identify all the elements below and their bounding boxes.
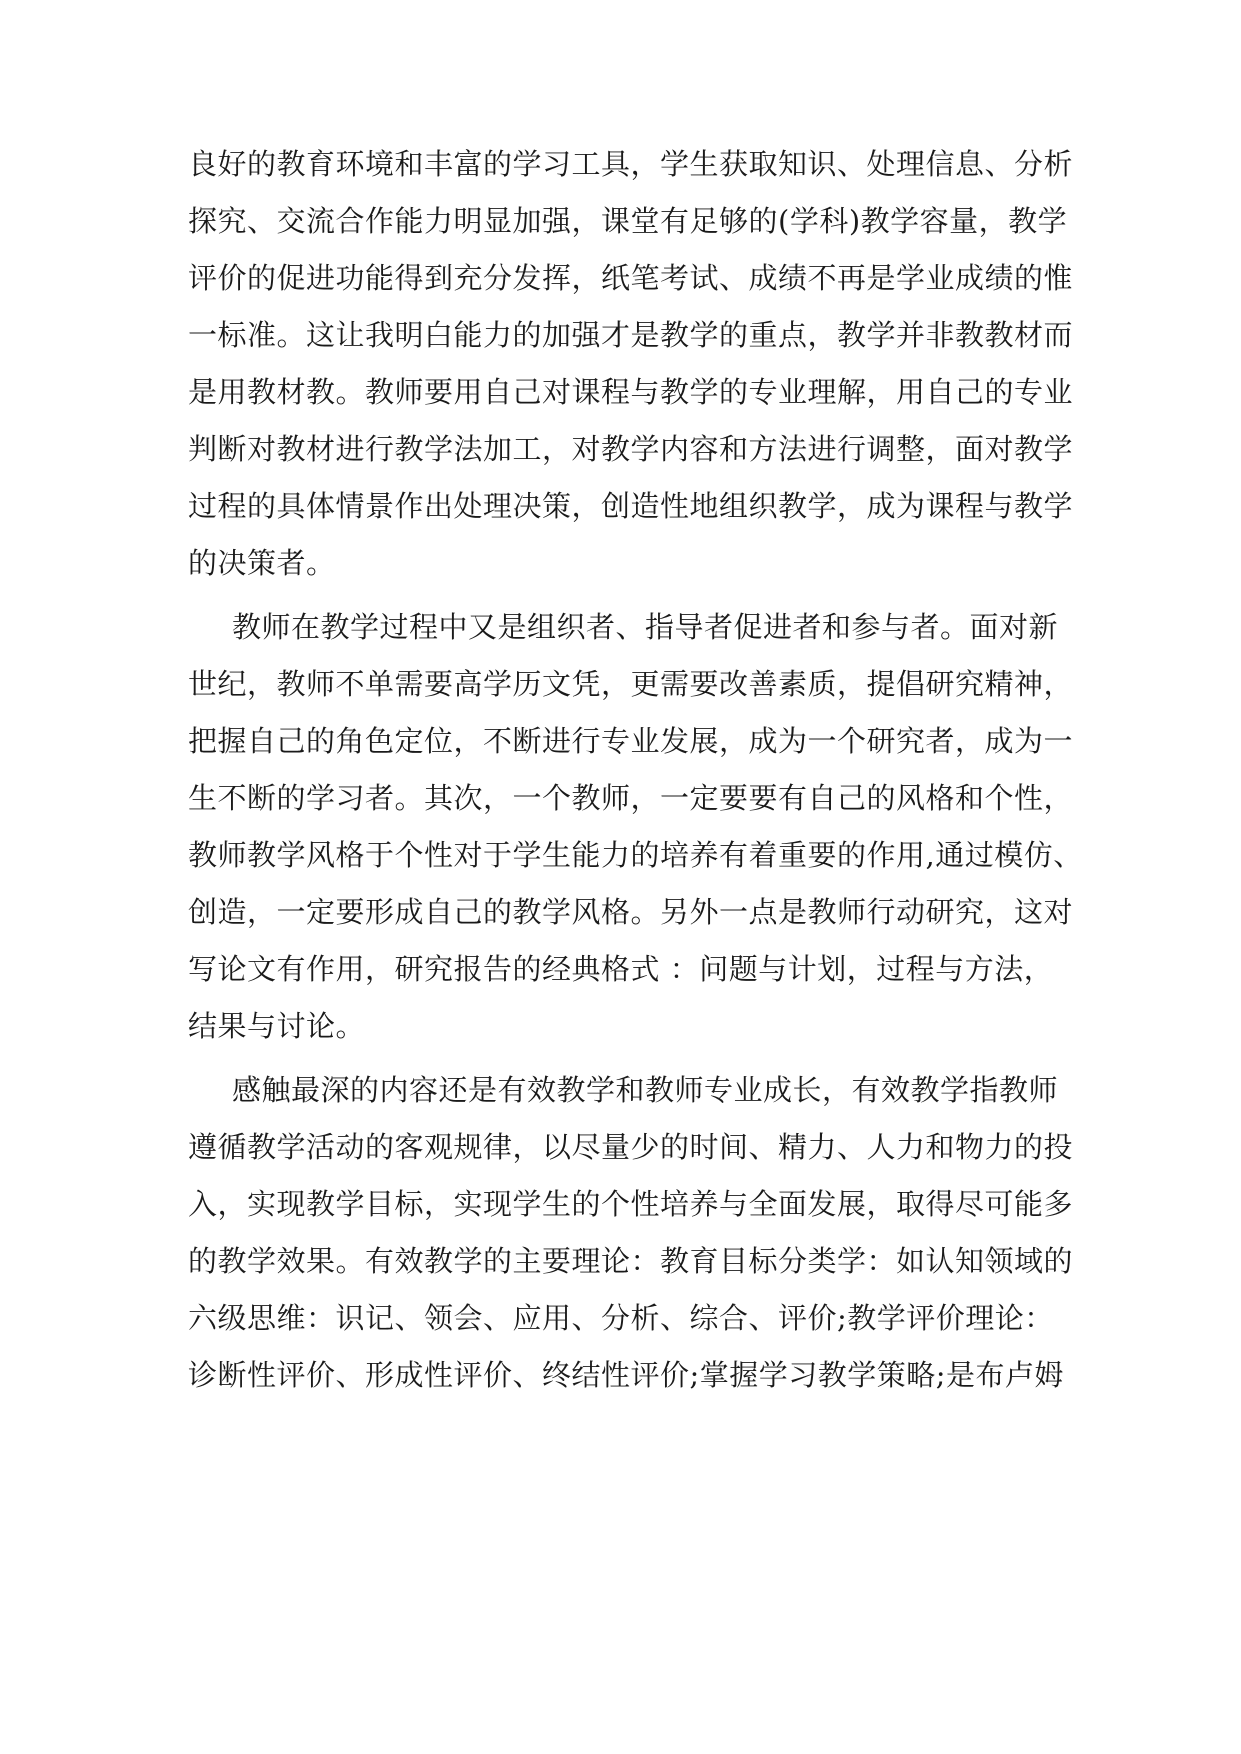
- text-line: 一标准。这让我明白能力的加强才是教学的重点，教学并非教教材而: [188, 318, 1074, 352]
- text-line: 结果与讨论。: [188, 1009, 366, 1043]
- text-line: 入，实现教学目标，实现学生的个性培养与全面发展，取得尽可能多: [188, 1187, 1074, 1221]
- text-line: 探究、交流合作能力明显加强，课堂有足够的(学科)教学容量，教学: [188, 204, 1068, 238]
- text-line: 生不断的学习者。其次，一个教师，一定要要有自己的风格和个性，: [188, 781, 1074, 815]
- text-line: 世纪，教师不单需要高学历文凭，更需要改善素质，提倡研究精神，: [188, 667, 1074, 701]
- text-line: 教师在教学过程中又是组织者、指导者促进者和参与者。面对新: [232, 610, 1059, 644]
- text-line: 良好的教育环境和丰富的学习工具，学生获取知识、处理信息、分析: [188, 147, 1074, 181]
- text-line: 的教学效果。有效教学的主要理论：教育目标分类学：如认知领域的: [188, 1244, 1074, 1278]
- text-line: 的决策者。: [188, 546, 336, 580]
- text-line: 评价的促进功能得到充分发挥，纸笔考试、成绩不再是学业成绩的惟: [188, 261, 1074, 295]
- text-line: 过程的具体情景作出处理决策，创造性地组织教学，成为课程与教学: [188, 489, 1074, 523]
- text-line: 是用教材教。教师要用自己对课程与教学的专业理解，用自己的专业: [188, 375, 1074, 409]
- text-line: 遵循教学活动的客观规律，以尽量少的时间、精力、人力和物力的投: [188, 1130, 1074, 1164]
- text-line: 诊断性评价、形成性评价、终结性评价;掌握学习教学策略;是布卢姆: [188, 1358, 1065, 1392]
- text-line: 感触最深的内容还是有效教学和教师专业成长，有效教学指教师: [232, 1073, 1059, 1107]
- text-line: 教师教学风格于个性对于学生能力的培养有着重要的作用,通过模仿、: [188, 838, 1083, 872]
- text-line: 写论文有作用，研究报告的经典格式 ：问题与计划，过程与方法，: [188, 952, 1054, 986]
- text-line: 把握自己的角色定位，不断进行专业发展，成为一个研究者，成为一: [188, 724, 1074, 758]
- text-line: 六级思维：识记、领会、应用、分析、综合、评价;教学评价理论：: [188, 1301, 1054, 1335]
- text-line: 创造，一定要形成自己的教学风格。另外一点是教师行动研究，这对: [188, 895, 1074, 929]
- text-line: 判断对教材进行教学法加工，对教学内容和方法进行调整，面对教学: [188, 432, 1074, 466]
